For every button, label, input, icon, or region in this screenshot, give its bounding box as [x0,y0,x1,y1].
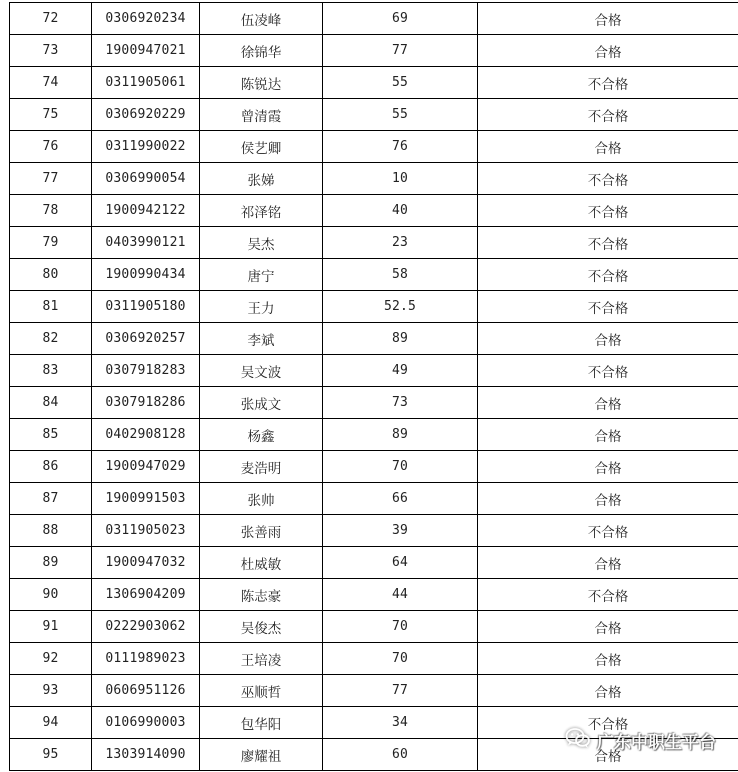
row-number-cell: 82 [10,323,92,355]
table-row [10,451,738,483]
student-name-cell: 陈志豪 [200,579,323,611]
table-row [10,163,738,195]
table-row [10,515,738,547]
student-id-cell: 1306904209 [92,579,200,611]
result-cell: 不合格 [478,707,738,739]
student-id-cell: 0403990121 [92,227,200,259]
student-name-cell: 李斌 [200,323,323,355]
result-cell: 合格 [478,387,738,419]
student-id-cell: 0606951126 [92,675,200,707]
student-id-cell: 0306990054 [92,163,200,195]
student-name-cell: 杜威敏 [200,547,323,579]
student-name-cell: 张帅 [200,483,323,515]
row-number-cell: 89 [10,547,92,579]
table-row [10,579,738,611]
row-number-cell: 75 [10,99,92,131]
table-body [10,3,738,771]
score-cell: 70 [323,451,478,483]
student-id-cell: 0311905180 [92,291,200,323]
result-cell: 不合格 [478,67,738,99]
row-number-cell: 80 [10,259,92,291]
student-id-cell: 0111989023 [92,643,200,675]
row-number-cell: 88 [10,515,92,547]
row-number-cell: 72 [10,3,92,35]
watermark-text: 广东中职生平台 [597,733,716,753]
result-cell: 不合格 [478,195,738,227]
student-id-cell: 1900947021 [92,35,200,67]
result-cell: 合格 [478,131,738,163]
score-cell: 77 [323,675,478,707]
student-name-cell: 吴俊杰 [200,611,323,643]
row-number-cell: 90 [10,579,92,611]
row-number-cell: 83 [10,355,92,387]
table-row [10,195,738,227]
row-number-cell: 91 [10,611,92,643]
student-name-cell: 伍凌峰 [200,3,323,35]
student-id-cell: 0307918286 [92,387,200,419]
score-cell: 40 [323,195,478,227]
score-cell: 52.5 [323,291,478,323]
table-row [10,291,738,323]
student-id-cell: 0311990022 [92,131,200,163]
table-row [10,131,738,163]
score-cell: 23 [323,227,478,259]
result-cell: 不合格 [478,259,738,291]
student-id-cell: 1900990434 [92,259,200,291]
score-cell: 55 [323,99,478,131]
student-name-cell: 杨鑫 [200,419,323,451]
student-name-cell: 祁泽铭 [200,195,323,227]
score-cell: 64 [323,547,478,579]
result-cell: 不合格 [478,227,738,259]
score-cell: 77 [323,35,478,67]
score-cell: 49 [323,355,478,387]
student-id-cell: 1900947029 [92,451,200,483]
result-cell: 不合格 [478,579,738,611]
score-cell: 70 [323,643,478,675]
row-number-cell: 84 [10,387,92,419]
student-name-cell: 陈锐达 [200,67,323,99]
result-cell: 合格 [478,323,738,355]
student-name-cell: 王力 [200,291,323,323]
table-row [10,611,738,643]
student-id-cell: 1900947032 [92,547,200,579]
table-row [10,35,738,67]
table-row [10,547,738,579]
score-cell: 76 [323,131,478,163]
score-cell: 89 [323,323,478,355]
row-number-cell: 79 [10,227,92,259]
student-id-cell: 0311905023 [92,515,200,547]
table-row [10,99,738,131]
result-cell: 合格 [478,643,738,675]
result-cell: 合格 [478,451,738,483]
table-row [10,387,738,419]
table-row [10,227,738,259]
score-cell: 66 [323,483,478,515]
row-number-cell: 87 [10,483,92,515]
score-cell: 60 [323,739,478,771]
row-number-cell: 73 [10,35,92,67]
score-table [9,2,738,771]
student-name-cell: 曾清霞 [200,99,323,131]
table-row [10,739,738,771]
row-number-cell: 94 [10,707,92,739]
result-cell: 合格 [478,3,738,35]
result-cell: 合格 [478,35,738,67]
student-name-cell: 廖耀祖 [200,739,323,771]
student-name-cell: 吴文波 [200,355,323,387]
score-cell: 69 [323,3,478,35]
student-id-cell: 0106990003 [92,707,200,739]
student-name-cell: 徐锦华 [200,35,323,67]
result-cell: 不合格 [478,163,738,195]
student-name-cell: 巫顺哲 [200,675,323,707]
result-cell: 合格 [478,419,738,451]
student-name-cell: 张成文 [200,387,323,419]
row-number-cell: 81 [10,291,92,323]
row-number-cell: 77 [10,163,92,195]
student-name-cell: 包华阳 [200,707,323,739]
table-row [10,707,738,739]
score-cell: 89 [323,419,478,451]
row-number-cell: 92 [10,643,92,675]
student-id-cell: 1900942122 [92,195,200,227]
score-cell: 44 [323,579,478,611]
student-name-cell: 侯艺卿 [200,131,323,163]
student-name-cell: 唐宁 [200,259,323,291]
score-cell: 73 [323,387,478,419]
score-cell: 58 [323,259,478,291]
result-cell: 合格 [478,611,738,643]
student-name-cell: 麦浩明 [200,451,323,483]
result-cell: 不合格 [478,515,738,547]
score-cell: 70 [323,611,478,643]
row-number-cell: 85 [10,419,92,451]
student-id-cell: 0306920229 [92,99,200,131]
result-cell: 不合格 [478,99,738,131]
student-id-cell: 0306920257 [92,323,200,355]
table-row [10,3,738,35]
table-row [10,643,738,675]
result-cell: 合格 [478,483,738,515]
student-id-cell: 0402908128 [92,419,200,451]
student-name-cell: 张善雨 [200,515,323,547]
table-row [10,355,738,387]
table-row [10,419,738,451]
score-cell: 10 [323,163,478,195]
row-number-cell: 78 [10,195,92,227]
row-number-cell: 95 [10,739,92,771]
student-id-cell: 0307918283 [92,355,200,387]
student-id-cell: 0222903062 [92,611,200,643]
result-cell: 合格 [478,739,738,771]
student-id-cell: 0306920234 [92,3,200,35]
row-number-cell: 86 [10,451,92,483]
row-number-cell: 93 [10,675,92,707]
row-number-cell: 74 [10,67,92,99]
table-row [10,675,738,707]
table-row [10,483,738,515]
result-cell: 合格 [478,547,738,579]
student-id-cell: 0311905061 [92,67,200,99]
student-name-cell: 吴杰 [200,227,323,259]
student-name-cell: 王培凌 [200,643,323,675]
score-cell: 55 [323,67,478,99]
student-id-cell: 1900991503 [92,483,200,515]
result-cell: 合格 [478,675,738,707]
student-id-cell: 1303914090 [92,739,200,771]
table-row [10,67,738,99]
student-name-cell: 张娣 [200,163,323,195]
result-cell: 不合格 [478,291,738,323]
table-row [10,323,738,355]
result-cell: 不合格 [478,355,738,387]
score-cell: 34 [323,707,478,739]
score-cell: 39 [323,515,478,547]
table-row [10,259,738,291]
row-number-cell: 76 [10,131,92,163]
